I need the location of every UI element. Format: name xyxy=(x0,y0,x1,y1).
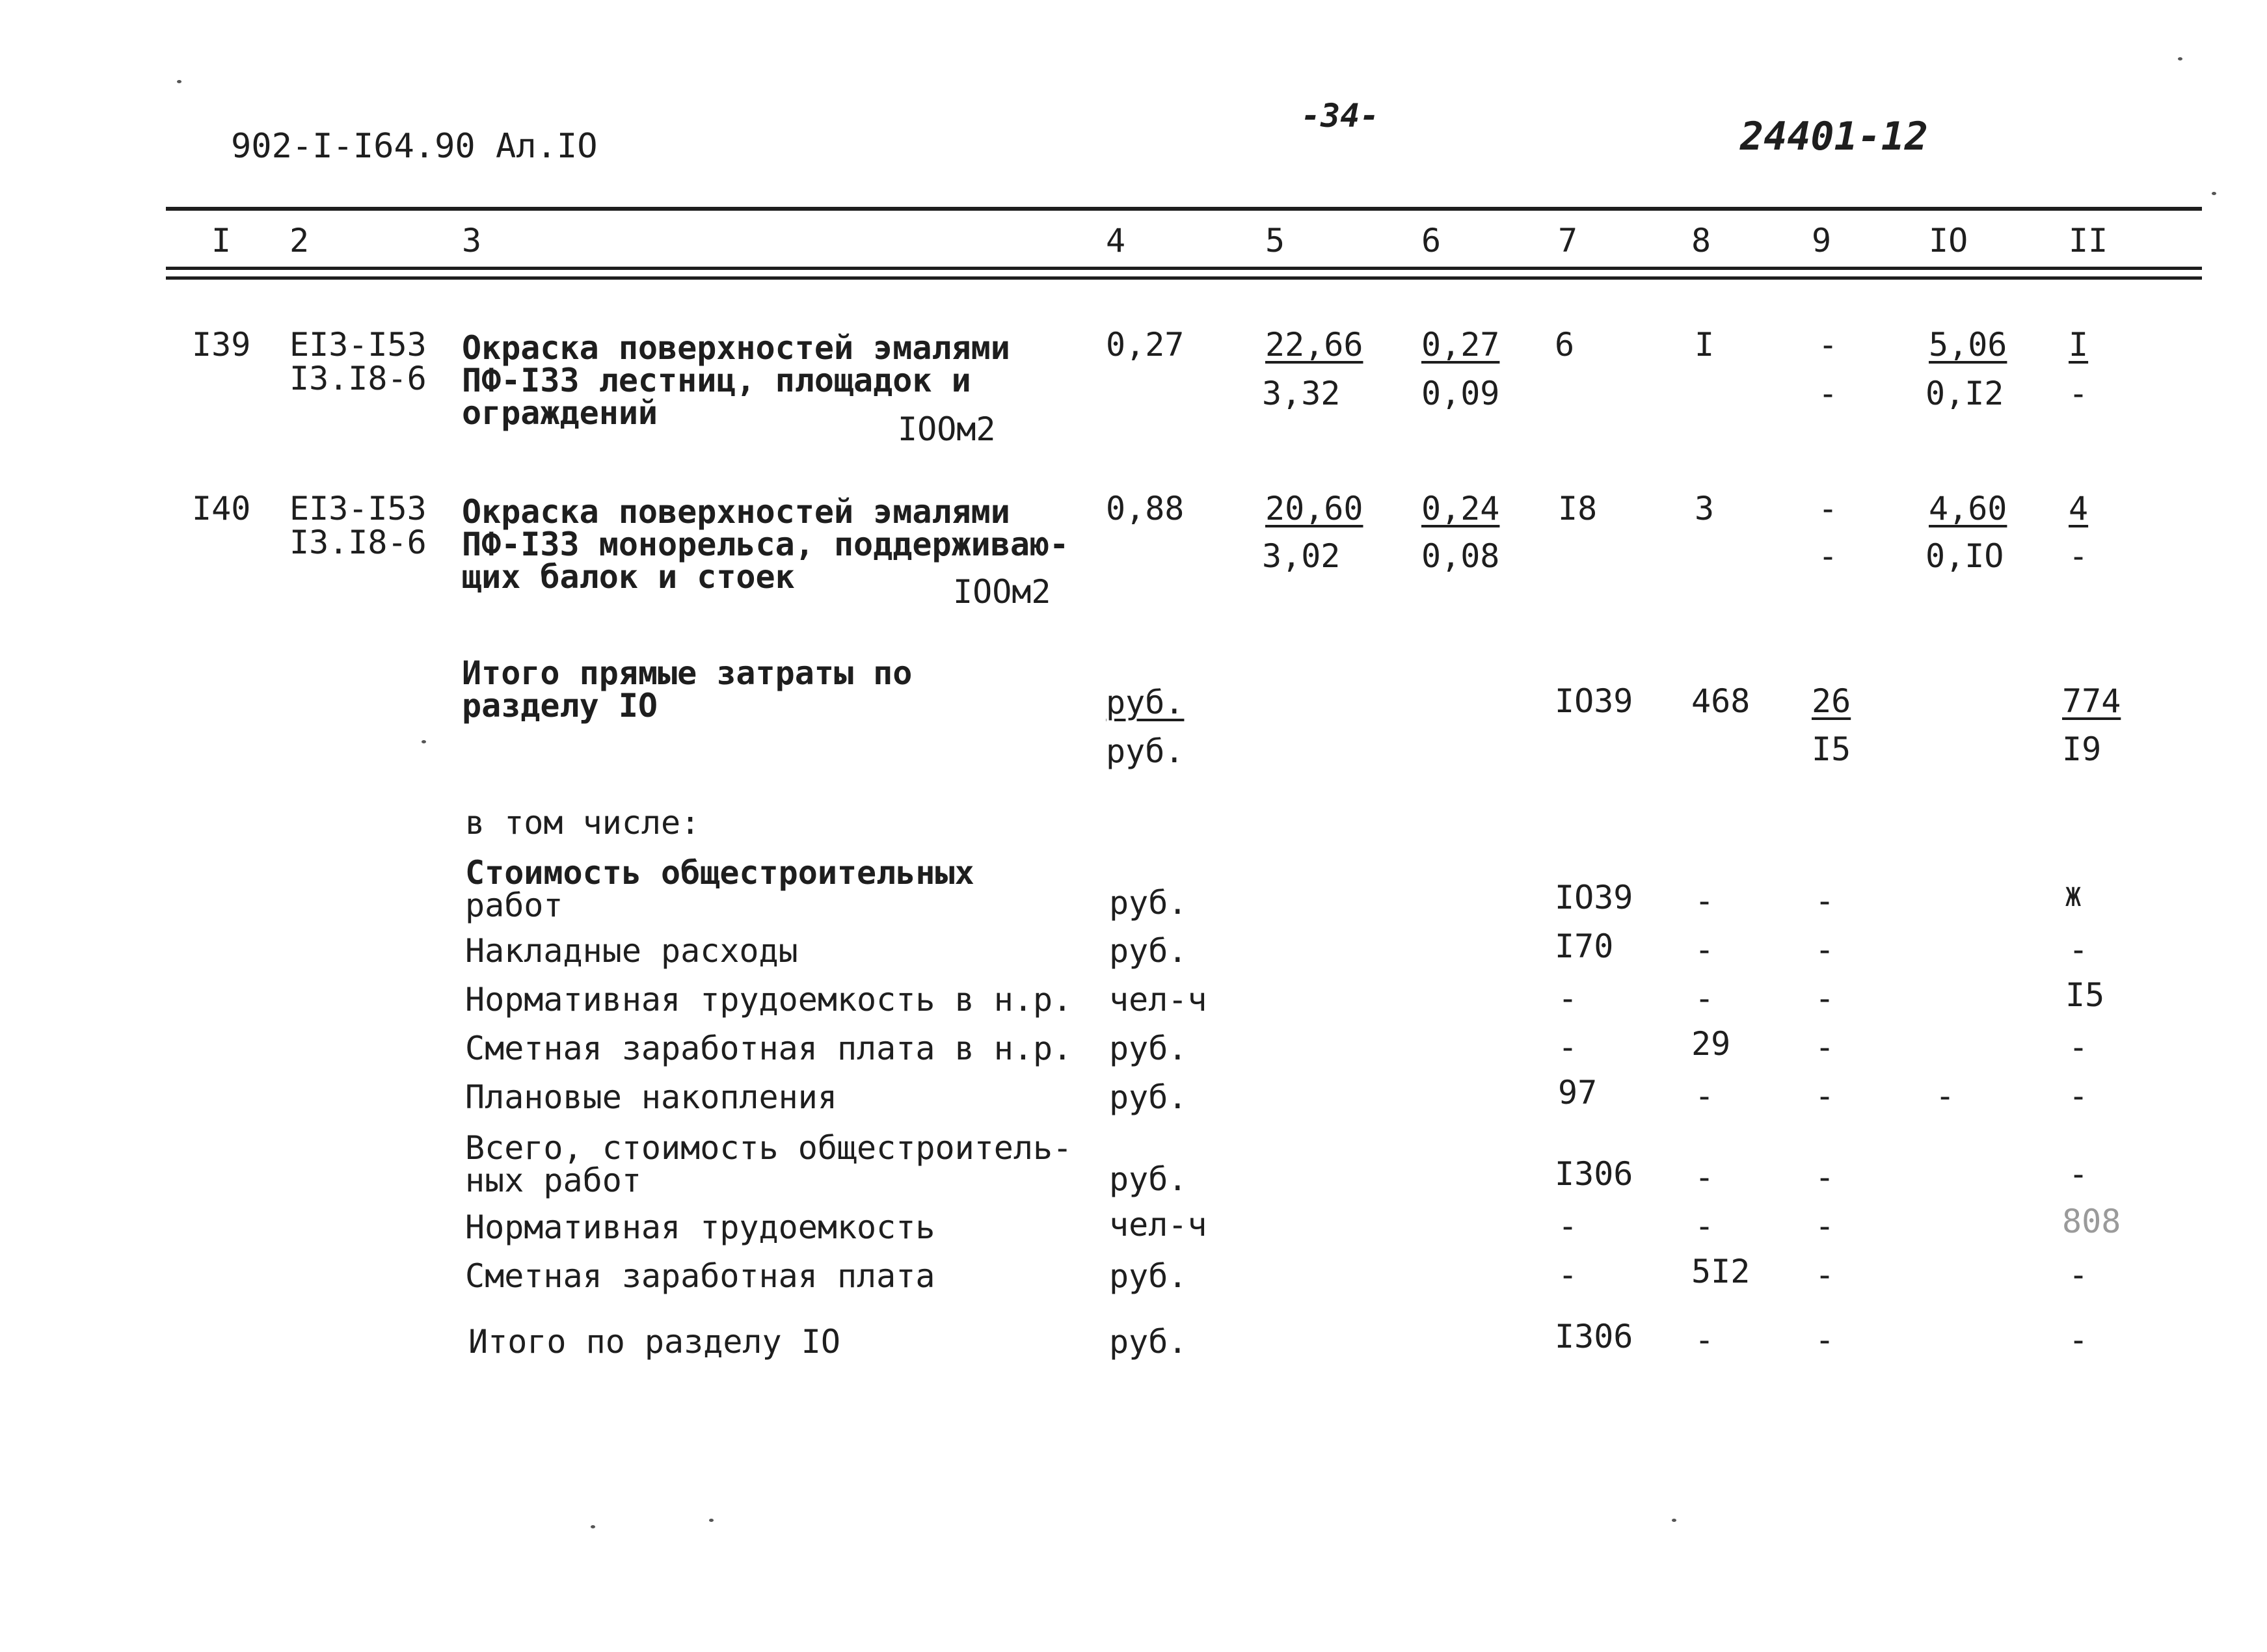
header-rule-lower xyxy=(166,276,2202,280)
total-direct-unit: руб. xyxy=(1106,684,1185,721)
summary-col9: - xyxy=(1815,1207,1835,1245)
summary-unit: руб. xyxy=(1109,1323,1188,1361)
item-description-line: ПФ-I33 лестниц, площадок и xyxy=(462,362,971,399)
summary-unit: руб. xyxy=(1109,1030,1188,1067)
item-code-sub: I3.I8-6 xyxy=(289,524,427,561)
summary-unit: руб. xyxy=(1109,932,1188,970)
col-header-5: 5 xyxy=(1265,222,1285,260)
scan-speck xyxy=(709,1519,714,1522)
summary-col8: - xyxy=(1695,1077,1715,1115)
scan-speck xyxy=(422,740,426,743)
summary-unit: руб. xyxy=(1109,884,1188,922)
item-col6-bottom: 0,08 xyxy=(1421,537,1500,575)
table-top-rule xyxy=(166,207,2202,211)
summary-col11: I5 xyxy=(2065,976,2105,1014)
summary-col7: 97 xyxy=(1558,1074,1598,1112)
summary-col8: 29 xyxy=(1691,1025,1731,1063)
summary-col7: I306 xyxy=(1555,1155,1633,1193)
summary-col8: - xyxy=(1695,882,1715,920)
item-col7: I8 xyxy=(1558,490,1598,527)
col-header-7: 7 xyxy=(1558,222,1578,260)
summary-label: Сметная заработная плата в н.р. xyxy=(465,1030,1073,1067)
summary-label: Накладные расходы xyxy=(465,932,798,970)
summary-label: Всего, стоимость общестроитель- xyxy=(465,1129,1073,1167)
summary-col8: - xyxy=(1695,1158,1715,1196)
col-header-9: 9 xyxy=(1812,222,1832,260)
item-number: I39 xyxy=(192,326,251,364)
col-header-3: 3 xyxy=(462,222,482,260)
summary-col11: - xyxy=(2069,1321,2089,1359)
summary-col7: I306 xyxy=(1555,1318,1633,1355)
summary-label: Сметная заработная плата xyxy=(465,1257,935,1295)
item-col7: 6 xyxy=(1555,326,1575,364)
item-col6-top: 0,24 xyxy=(1421,490,1500,527)
summary-col8: - xyxy=(1695,931,1715,968)
summary-label: Стоимость общестроительных xyxy=(465,854,974,892)
summary-col8: - xyxy=(1695,979,1715,1017)
summary-col11: - xyxy=(2069,931,2089,968)
item-col10-bottom: 0,IO xyxy=(1925,537,2004,575)
summary-col7: - xyxy=(1558,1028,1578,1066)
col-header-2: 2 xyxy=(289,222,310,260)
summary-col8: - xyxy=(1695,1321,1715,1359)
item-description-line: щих балок и стоек xyxy=(462,558,795,596)
summary-col11: 808 xyxy=(2062,1203,2121,1240)
summary-col8: 5I2 xyxy=(1691,1253,1751,1290)
item-col11-bottom: - xyxy=(2069,537,2089,575)
total-direct-col9-bottom: I5 xyxy=(1812,730,1851,768)
total-direct-col8: 468 xyxy=(1691,682,1751,720)
item-code-sub: I3.I8-6 xyxy=(289,360,427,397)
item-col5-bottom: 3,02 xyxy=(1262,537,1341,575)
summary-col11: - xyxy=(2069,1077,2089,1115)
item-col9-top: - xyxy=(1818,326,1838,364)
summary-label: Плановые накопления xyxy=(465,1078,837,1116)
summary-col7: IO39 xyxy=(1555,879,1633,916)
item-col10-top: 5,06 xyxy=(1929,326,2007,364)
scan-speck xyxy=(2178,57,2182,60)
scan-speck xyxy=(1672,1519,1676,1522)
including-label: в том числе: xyxy=(465,804,701,842)
item-unit: IOOм2 xyxy=(898,410,996,448)
summary-col7: - xyxy=(1558,1256,1578,1294)
item-col8: I xyxy=(1695,326,1715,364)
col-header-8: 8 xyxy=(1691,222,1711,260)
item-col10-top: 4,60 xyxy=(1929,490,2007,527)
summary-col9: - xyxy=(1815,1158,1835,1196)
summary-label: работ xyxy=(465,886,563,924)
item-description-line: ограждений xyxy=(462,394,658,432)
item-col9-top: - xyxy=(1818,490,1838,527)
item-col10-bottom: 0,I2 xyxy=(1925,375,2004,412)
item-col4: 0,88 xyxy=(1106,490,1185,527)
total-direct-label: разделу IO xyxy=(462,687,658,725)
total-direct-col7: IO39 xyxy=(1555,682,1633,720)
item-code: EI3-I53 xyxy=(289,326,427,364)
summary-label: Нормативная трудоемкость в н.р. xyxy=(465,981,1073,1019)
summary-col11: - xyxy=(2069,1028,2089,1066)
summary-col9: - xyxy=(1815,1256,1835,1294)
summary-unit: чел-ч xyxy=(1109,981,1207,1019)
col-header-6: 6 xyxy=(1421,222,1442,260)
summary-col9: - xyxy=(1815,979,1835,1017)
summary-col11: - xyxy=(2069,1155,2089,1193)
item-description-line: Окраска поверхностей эмалями xyxy=(462,329,1010,367)
total-direct-col11-top: 774 xyxy=(2062,682,2121,720)
summary-col11: - xyxy=(2069,1256,2089,1294)
scan-speck xyxy=(2212,192,2216,195)
scan-speck xyxy=(177,80,181,83)
item-col11-top: I xyxy=(2069,326,2089,364)
item-col6-top: 0,27 xyxy=(1421,326,1500,364)
summary-unit: чел-ч xyxy=(1109,1206,1207,1244)
item-col9-bottom: - xyxy=(1818,375,1838,412)
item-number: I40 xyxy=(192,490,251,527)
item-col5-top: 20,60 xyxy=(1265,490,1363,527)
summary-col11: Ж xyxy=(2065,883,2082,913)
col-header-4: 4 xyxy=(1106,222,1126,260)
summary-col7: - xyxy=(1558,1207,1578,1245)
summary-col9: - xyxy=(1815,1028,1835,1066)
summary-col9: - xyxy=(1815,882,1835,920)
total-direct-col11-bottom: I9 xyxy=(2062,730,2102,768)
item-description-line: Окраска поверхностей эмалями xyxy=(462,493,1010,531)
item-col6-bottom: 0,09 xyxy=(1421,375,1500,412)
item-col11-bottom: - xyxy=(2069,375,2089,412)
total-direct-label: Итого прямые затраты по xyxy=(462,654,913,692)
col-header-1: I xyxy=(211,222,232,260)
item-code: EI3-I53 xyxy=(289,490,427,527)
summary-col9: - xyxy=(1815,1321,1835,1359)
item-col4: 0,27 xyxy=(1106,326,1185,364)
summary-col8: - xyxy=(1695,1207,1715,1245)
item-col9-bottom: - xyxy=(1818,537,1838,575)
item-col5-bottom: 3,32 xyxy=(1262,375,1341,412)
total-direct-col9-top: 26 xyxy=(1812,682,1851,720)
summary-col9: - xyxy=(1815,1077,1835,1115)
sheet-number: 24401-12 xyxy=(1740,114,1928,159)
summary-col9: - xyxy=(1815,931,1835,968)
summary-label: ных работ xyxy=(465,1162,641,1199)
item-description-line: ПФ-I33 монорельса, поддерживаю- xyxy=(462,526,1069,563)
header-rule-upper xyxy=(166,267,2202,270)
scan-speck xyxy=(591,1525,595,1528)
summary-label: Нормативная трудоемкость xyxy=(465,1208,935,1246)
summary-col7: - xyxy=(1558,979,1578,1017)
total-direct-unit: руб. xyxy=(1106,732,1185,770)
summary-unit: руб. xyxy=(1109,1078,1188,1116)
summary-col10: - xyxy=(1935,1077,1955,1115)
item-col5-top: 22,66 xyxy=(1265,326,1363,364)
summary-unit: руб. xyxy=(1109,1160,1188,1198)
page-number: -34- xyxy=(1301,97,1380,135)
summary-unit: руб. xyxy=(1109,1257,1188,1295)
item-col11-top: 4 xyxy=(2069,490,2089,527)
summary-col7: I70 xyxy=(1555,927,1614,965)
item-unit: IOOм2 xyxy=(953,573,1051,611)
col-header-11: II xyxy=(2069,222,2108,260)
item-col8: 3 xyxy=(1695,490,1715,527)
doc-code: 902-I-I64.90 Ал.IO xyxy=(231,127,598,166)
summary-label: Итого по разделу IO xyxy=(468,1323,840,1361)
col-header-10: IO xyxy=(1929,222,1968,260)
